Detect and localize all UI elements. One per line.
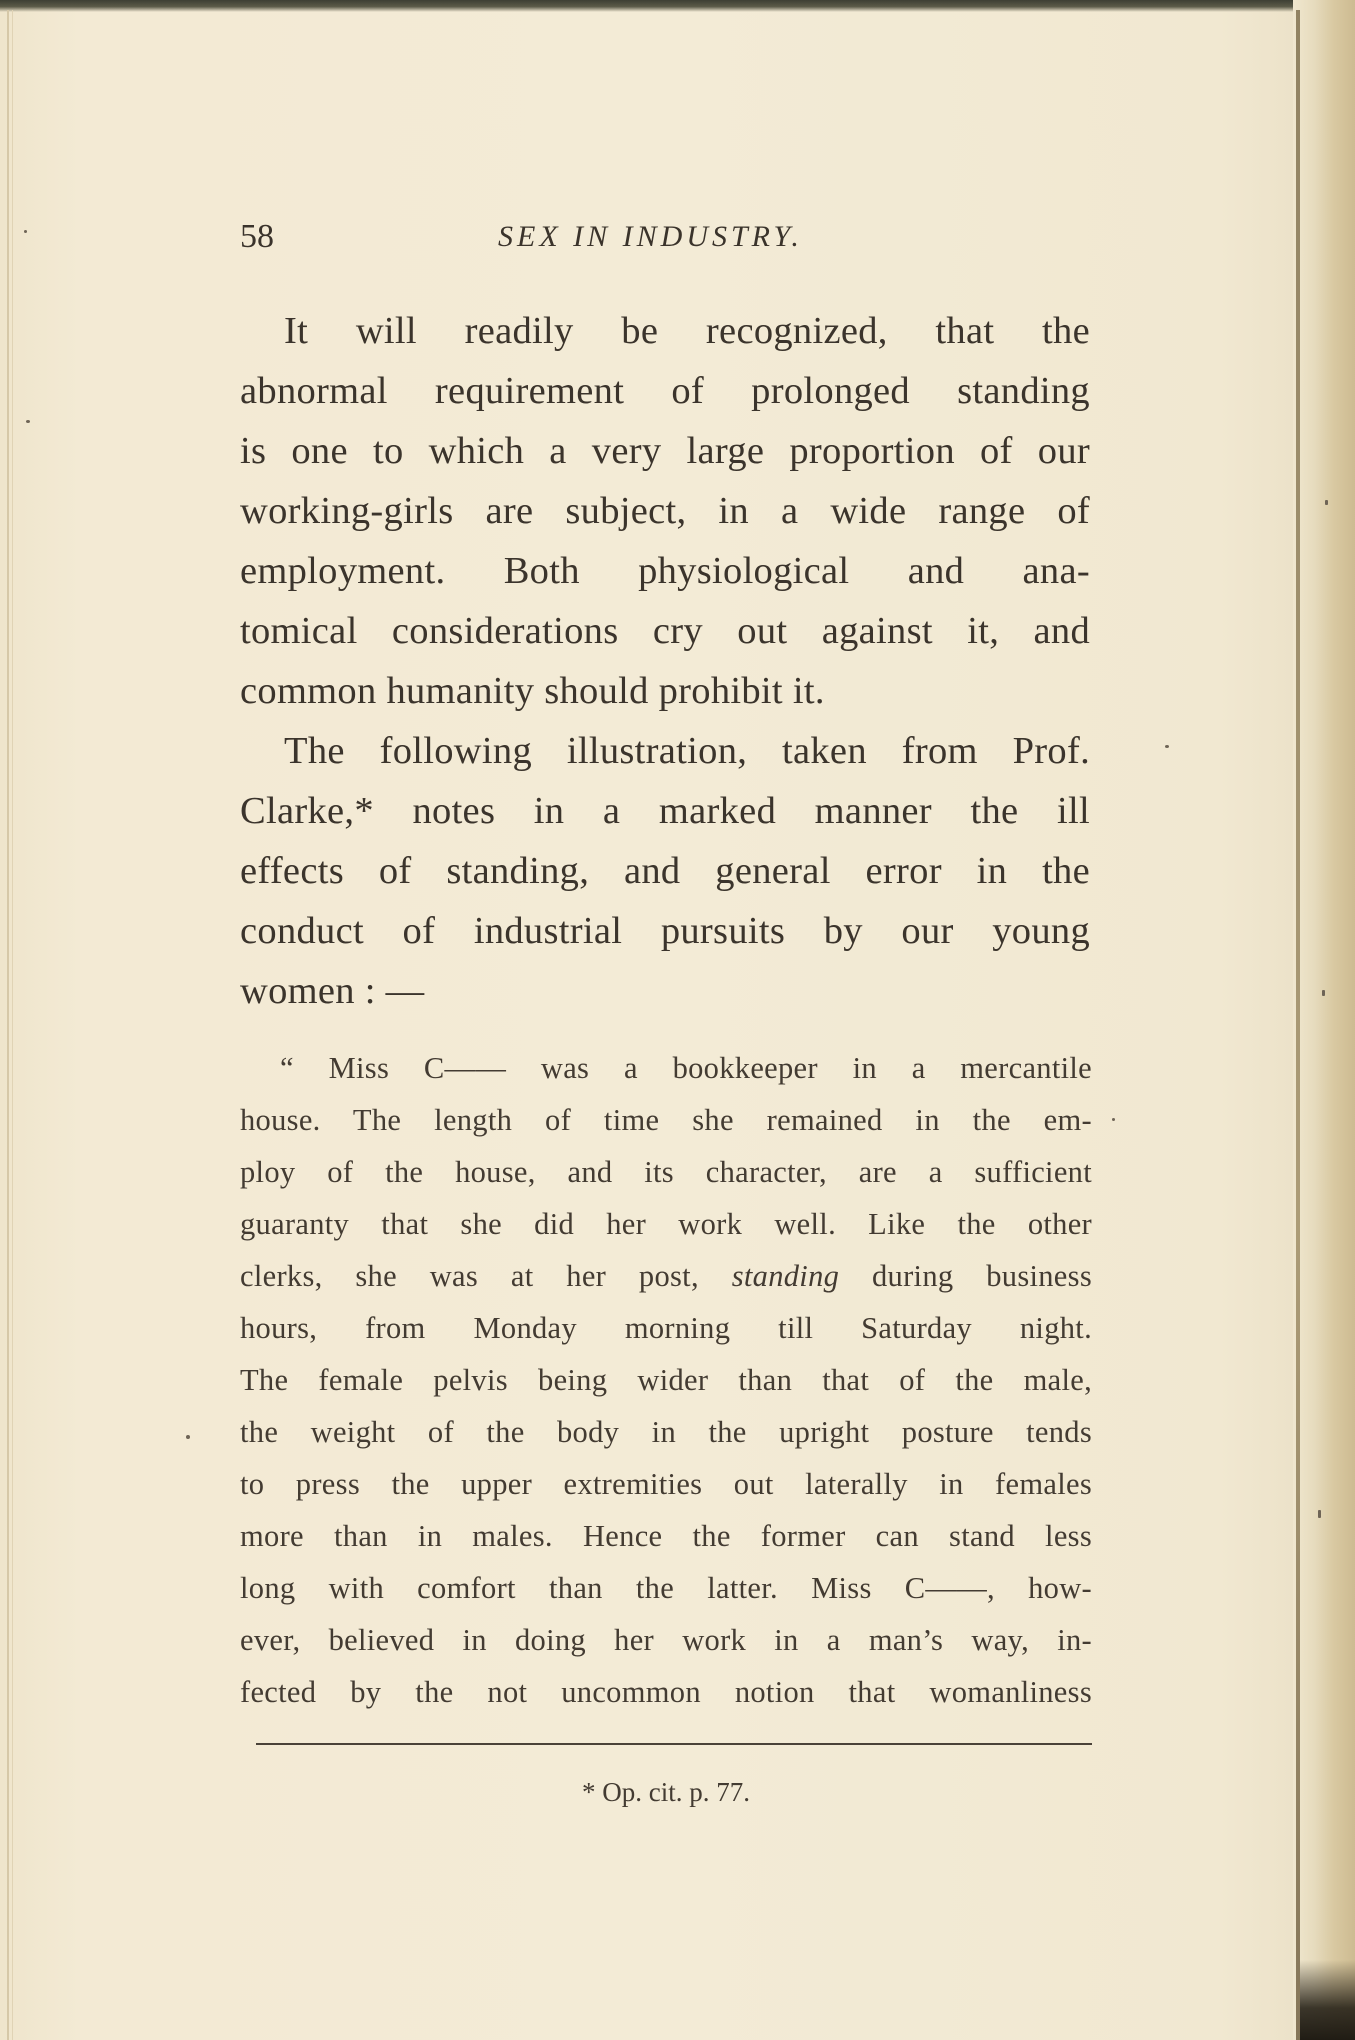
quote-line: ploy of the house, and its character, are a sufficient: [240, 1155, 1092, 1189]
book-spine-edge: [1296, 10, 1300, 2040]
body-line: abnormal requirement of prolonged standing: [240, 370, 1090, 412]
page-corner-shadow: [1300, 1960, 1355, 2040]
body-line: women : —: [240, 970, 425, 1012]
running-title: SEX IN INDUSTRY.: [498, 220, 803, 253]
quote-line: long with comfort than the latter. Miss C——, how-: [240, 1571, 1092, 1605]
quote-line: hours, from Monday morning till Saturday night.: [240, 1311, 1092, 1345]
footnote: * Op. cit. p. 77.: [582, 1777, 750, 1807]
page-right-edge: [1293, 0, 1355, 2040]
quote-line-part: clerks, she was at her post,: [240, 1259, 699, 1293]
page-number: 58: [240, 218, 274, 255]
page-top-edge: [0, 0, 1355, 12]
quote-line: the weight of the body in the upright posture tends: [240, 1415, 1092, 1449]
quote-line: more than in males. Hence the former can stand less: [240, 1519, 1092, 1553]
quote-line: [240, 1250, 1092, 1302]
quote-line: “ Miss C—— was a bookkeeper in a mercantile: [280, 1051, 1092, 1085]
block-quote: [240, 1042, 1092, 1718]
body-line: working-girls are subject, in a wide range of: [240, 490, 1090, 532]
page-left-border-inner: [12, 10, 13, 2040]
quote-emphasis: standing: [731, 1259, 840, 1293]
quote-line: fected by the not uncommon notion that womanliness: [240, 1675, 1092, 1709]
quote-line: The female pelvis being wider than that of the male,: [240, 1363, 1092, 1397]
body-line: tomical considerations cry out against it, and: [240, 610, 1090, 652]
page-left-border: [7, 10, 9, 2040]
body-line: Clarke,* notes in a marked manner the ill: [240, 790, 1090, 832]
footnote-rule: [256, 1743, 1092, 1745]
quote-line: house. The length of time she remained in the em-: [240, 1103, 1092, 1137]
body-text: [240, 301, 1090, 1021]
body-line: is one to which a very large proportion of our: [240, 430, 1090, 472]
body-line: The following illustration, taken from Prof.: [284, 730, 1090, 772]
body-line: effects of standing, and general error in the: [240, 850, 1090, 892]
quote-line-part: during business: [871, 1259, 1092, 1293]
body-line: employment. Both physiological and ana-: [240, 550, 1090, 592]
quote-line: guaranty that she did her work well. Like the other: [240, 1207, 1092, 1241]
quote-line: to press the upper extremities out laterally in females: [240, 1467, 1092, 1501]
body-line: It will readily be recognized, that the: [284, 310, 1090, 352]
quote-line: ever, believed in doing her work in a man’s way, in-: [240, 1623, 1092, 1657]
running-head: [240, 212, 1090, 262]
body-line: conduct of industrial pursuits by our young: [240, 910, 1090, 952]
body-line: common humanity should prohibit it.: [240, 670, 825, 712]
